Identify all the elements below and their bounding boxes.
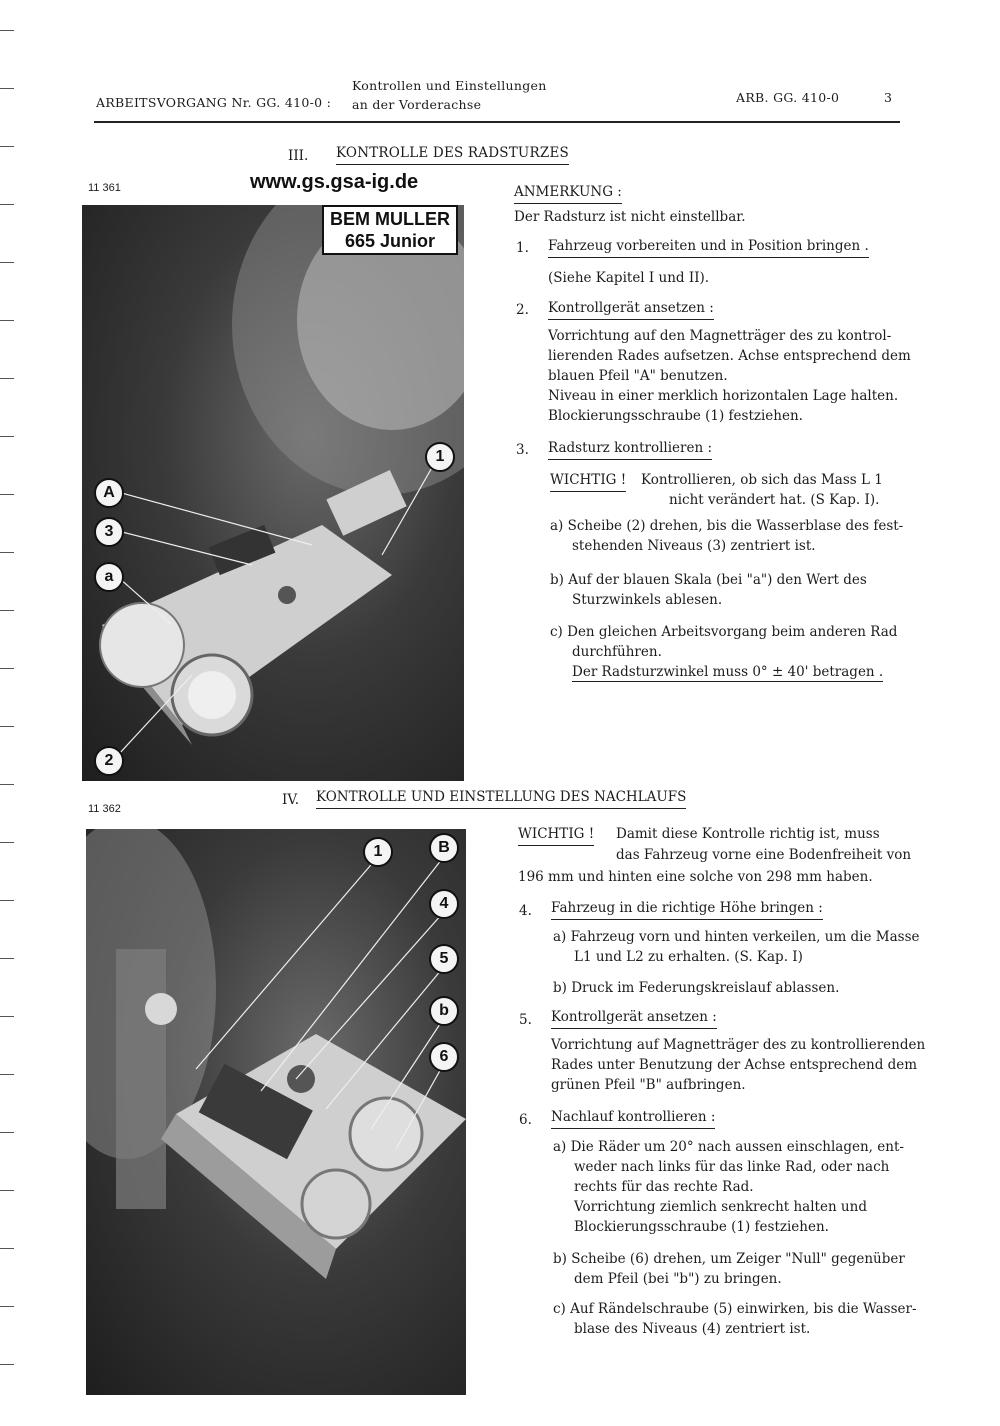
step6-a-line: a) Die Räder um 20° nach aussen einschlagen, ent- xyxy=(553,1139,904,1155)
photo-camber-gauge xyxy=(82,205,464,781)
step2-line: Blockierungsschraube (1) festziehen. xyxy=(548,408,803,424)
step3-a-line: stehenden Niveaus (3) zentriert ist. xyxy=(572,538,816,554)
step3-a-line: a) Scheibe (2) drehen, bis die Wasserblase des fest- xyxy=(550,518,904,534)
section4-title: KONTROLLE UND EINSTELLUNG DES NACHLAUFS xyxy=(316,787,686,809)
brand-line2: 665 Junior xyxy=(344,231,436,251)
step6-a-line: Blockierungsschraube (1) festziehen. xyxy=(574,1219,829,1235)
step4-b: b) Druck im Federungskreislauf ablassen. xyxy=(553,980,840,996)
step5-body xyxy=(551,1035,925,1095)
step5-line: Vorrichtung auf Magnetträger des zu kontrollierenden xyxy=(551,1037,926,1053)
step3-b xyxy=(550,570,867,610)
step4-number: 4. xyxy=(519,903,532,919)
step2-number: 2. xyxy=(516,302,529,318)
step3-c-line: durchführen. xyxy=(572,644,662,660)
anmerkung-label: ANMERKUNG : xyxy=(514,182,622,204)
header-title-line1: Kontrollen und Einstellungen xyxy=(352,78,547,93)
callout-leaders-fig2 xyxy=(86,829,466,1395)
wichtig-text-4-l2: das Fahrzeug vorne eine Bodenfreiheit von xyxy=(616,847,912,863)
brand-line1: BEM MULLER xyxy=(330,209,450,229)
page-number: 3 xyxy=(884,90,893,105)
callout-leaders-fig1 xyxy=(82,205,464,781)
step3-title: Radsturz kontrollieren : xyxy=(548,438,712,460)
callout-B: B xyxy=(429,833,459,863)
step5-title: Kontrollgerät ansetzen : xyxy=(551,1007,717,1029)
wichtig-line: nicht verändert hat. (S Kap. I). xyxy=(669,492,880,508)
callout-A: A xyxy=(94,478,124,508)
step4-a-line: L1 und L2 zu erhalten. (S. Kap. I) xyxy=(574,949,803,965)
step5-line: Rades unter Benutzung der Achse entsprechend dem xyxy=(551,1057,918,1073)
wichtig-label-4: WICHTIG ! xyxy=(518,824,594,846)
wichtig-line: Kontrollieren, ob sich das Mass L 1 xyxy=(641,472,883,488)
figure-number-11361: 11 361 xyxy=(88,182,121,194)
callout-1: 1 xyxy=(425,442,455,472)
callout-6: 6 xyxy=(429,1042,459,1072)
step4-title: Fahrzeug in die richtige Höhe bringen : xyxy=(551,898,823,920)
camber-angle-spec: Der Radsturzwinkel muss 0° ± 40' betragen . xyxy=(572,664,884,680)
section4-number: IV. xyxy=(282,792,300,808)
photo-caster-gauge xyxy=(86,829,466,1395)
step4-a xyxy=(553,927,920,967)
callout-3: 3 xyxy=(94,517,124,547)
header-rule xyxy=(94,121,900,123)
step2-line: lierenden Rades aufsetzen. Achse entsprechend dem xyxy=(548,348,911,364)
callout-a: a xyxy=(94,562,124,592)
step4-a-line: a) Fahrzeug vorn und hinten verkeilen, um die Masse xyxy=(553,929,920,945)
step6-c-line: c) Auf Rändelschraube (5) einwirken, bis die Wasser- xyxy=(553,1301,917,1317)
step6-c-line: blase des Niveaus (4) zentriert ist. xyxy=(574,1321,811,1337)
step6-a-line: Vorrichtung ziemlich senkrecht halten und xyxy=(574,1199,867,1215)
callout-4: 4 xyxy=(429,889,459,919)
header-title-line2: an der Vorderachse xyxy=(352,97,482,112)
step3-a xyxy=(550,516,903,556)
section3-title: KONTROLLE DES RADSTURZES xyxy=(336,143,569,165)
step6-number: 6. xyxy=(519,1112,532,1128)
step3-c-line-wrap xyxy=(550,662,897,682)
step3-number: 3. xyxy=(516,442,529,458)
step3-b-line: b) Auf der blauen Skala (bei "a") den Wert des xyxy=(550,572,867,588)
callout-b: b xyxy=(429,996,459,1026)
step2-title: Kontrollgerät ansetzen : xyxy=(548,298,714,320)
step6-b-line: dem Pfeil (bei "b") zu bringen. xyxy=(574,1271,782,1287)
header-title xyxy=(352,76,547,114)
step2-body xyxy=(548,326,911,426)
step6-title: Nachlauf kontrollieren : xyxy=(551,1107,715,1129)
section3-number: III. xyxy=(288,148,309,164)
anmerkung-text: Der Radsturz ist nicht einstellbar. xyxy=(514,209,746,225)
wichtig-label-3: WICHTIG ! xyxy=(550,470,626,492)
callout-1-fig2: 1 xyxy=(363,837,393,867)
callout-2: 2 xyxy=(94,746,124,776)
step5-number: 5. xyxy=(519,1012,532,1028)
step6-a-line: weder nach links für das linke Rad, oder nach xyxy=(574,1159,890,1175)
watermark: www.gs.gsa-ig.de xyxy=(250,171,419,193)
wichtig-text-4-l1: Damit diese Kontrolle richtig ist, muss xyxy=(616,826,880,842)
step2-line: Niveau in einer merklich horizontalen Lage halten. xyxy=(548,388,899,404)
step6-c xyxy=(553,1299,917,1339)
wichtig-text-3 xyxy=(641,470,883,510)
step3-c-line: c) Den gleichen Arbeitsvorgang beim anderen Rad xyxy=(550,624,898,640)
step2-line: Vorrichtung auf den Magnetträger des zu kontrol- xyxy=(548,328,892,344)
header-operation-number: ARBEITSVORGANG Nr. GG. 410-0 : xyxy=(96,95,332,110)
step3-c xyxy=(550,622,897,682)
step5-line: grünen Pfeil "B" aufbringen. xyxy=(551,1077,746,1093)
step6-b xyxy=(553,1249,905,1289)
step1-number: 1. xyxy=(516,240,529,256)
step6-a xyxy=(553,1137,904,1237)
callout-5: 5 xyxy=(429,944,459,974)
step1-text: (Siehe Kapitel I und II). xyxy=(548,270,710,286)
wichtig-text-4-l3: 196 mm und hinten eine solche von 298 mm haben. xyxy=(518,869,873,885)
header-right-ref: ARB. GG. 410-0 xyxy=(736,90,840,105)
step3-b-line: Sturzwinkels ablesen. xyxy=(572,592,723,608)
step6-a-line: rechts für das rechte Rad. xyxy=(574,1179,754,1195)
figure-number-11362: 11 362 xyxy=(88,803,121,815)
step1-title: Fahrzeug vorbereiten und in Position bringen . xyxy=(548,236,869,258)
step6-b-line: b) Scheibe (6) drehen, um Zeiger "Null" gegenüber xyxy=(553,1251,905,1267)
step2-line: blauen Pfeil "A" benutzen. xyxy=(548,368,728,384)
